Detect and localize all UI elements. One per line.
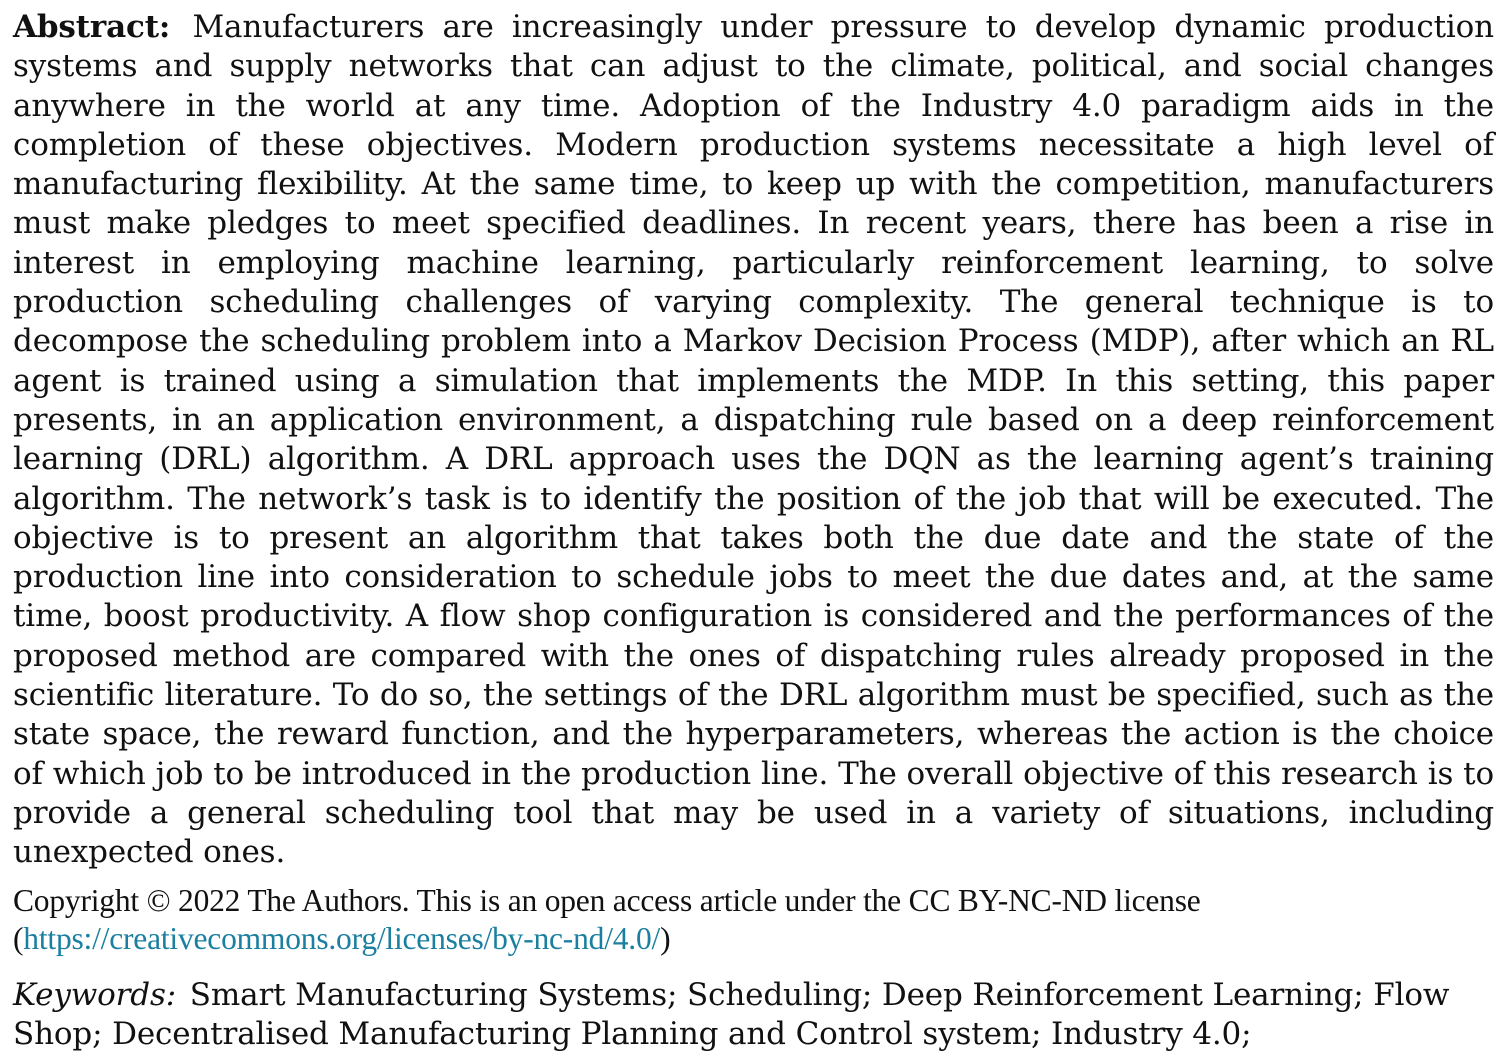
paper-front-matter: [13, 8, 1494, 1055]
abstract-text: Manufacturers are increasingly under pressure to develop dynamic production systems and supply networks that can adjust to the climate, political, and social changes anywhere in the world at any time. Adoption of the Industry 4.0 paradigm aids in the completion of these objectives. Modern production systems necessitate a high level of manufacturing flexibility. At the same time, to keep up with the competition, manufacturers must make pledges to meet specified deadlines. In recent years, there has been a rise in interest in employing machine learning, particularly reinforcement learning, to solve production scheduling challenges of varying complexity. The general technique is to decompose the scheduling problem into a Markov Decision Process (MDP), after which an RL agent is trained using a simulation that implements the MDP. In this setting, this paper presents, in an application environment, a dispatching rule based on a deep reinforcement learning (DRL) algorithm. A DRL approach uses the DQN as the learning agent’s training algorithm. The network’s task is to identify the position of the job that will be executed. The objective is to present an algorithm that takes both the due date and the state of the production line into consideration to schedule jobs to meet the due dates and, at the same time, boost productivity. A flow shop configuration is considered and the performances of the proposed method are compared with the ones of dispatching rules already proposed in the scientific literature. To do so, the settings of the DRL algorithm must be specified, such as the state space, the reward function, and the hyperparameters, whereas the action is the choice of which job to be introduced in the production line. The overall objective of this research is to provide a general scheduling tool that may be used in a variety of situations, including unexpected ones.: [13, 9, 1494, 871]
abstract-label: Abstract:: [13, 9, 171, 45]
abstract-paragraph: [13, 8, 1494, 873]
copyright-open-paren: (: [13, 920, 24, 956]
copyright-text: Copyright © 2022 The Authors. This is an open access article under the CC BY-NC-ND license: [13, 882, 1201, 918]
keywords-text: Smart Manufacturing Systems; Scheduling; Deep Reinforcement Learning; Flow Shop; Decentralised Manufacturing Planning and Control system; Industry 4.0;: [13, 976, 1450, 1053]
keywords-paragraph: [13, 976, 1494, 1055]
copyright-close-paren: ): [660, 920, 671, 956]
keywords-label: Keywords:: [13, 976, 177, 1013]
license-link[interactable]: https://creativecommons.org/licenses/by-nc-nd/4.0/: [23, 920, 661, 956]
copyright-notice: [13, 882, 1494, 958]
